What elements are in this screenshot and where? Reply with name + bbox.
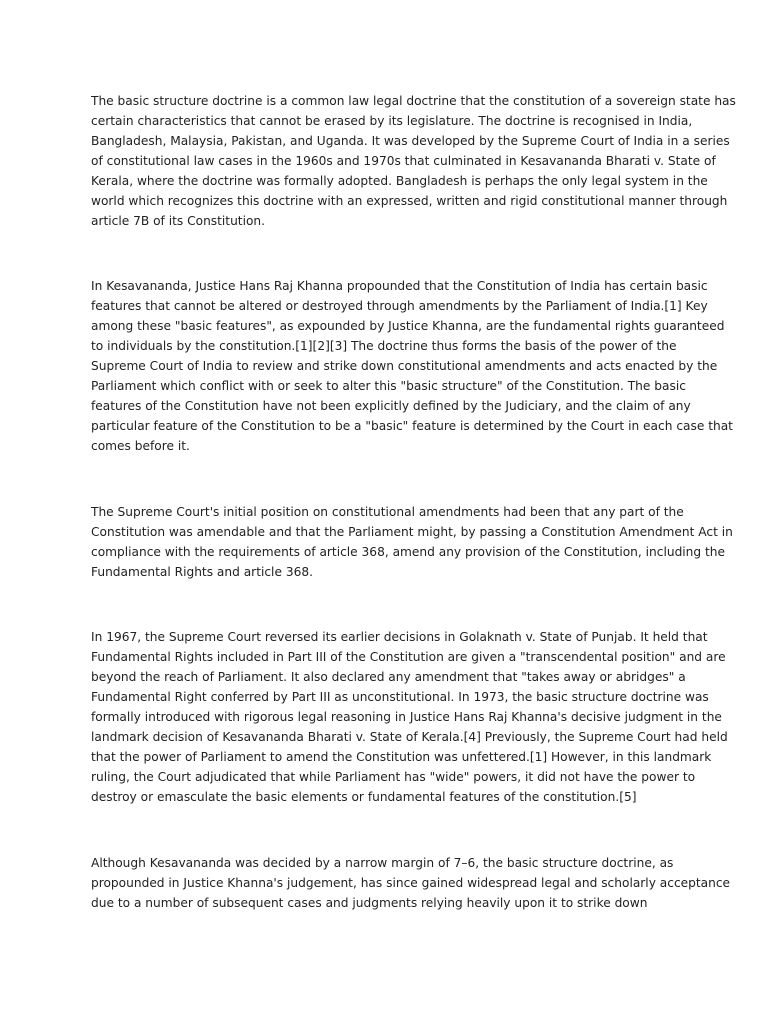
text-line: Although Kesavananda was decided by a narrow margin of 7–6, the basic structure doctrine, as bbox=[91, 856, 674, 870]
text-line: of constitutional law cases in the 1960s and 1970s that culminated in Kesavananda Bharati v. State of bbox=[91, 154, 716, 168]
text-line: Bangladesh, Malaysia, Pakistan, and Uganda. It was developed by the Supreme Court of India in a series bbox=[91, 134, 730, 148]
text-line: destroy or emasculate the basic elements or fundamental features of the constitution.[5] bbox=[91, 790, 637, 804]
text-line: Supreme Court of India to review and strike down constitutional amendments and acts enacted by the bbox=[91, 359, 718, 373]
text-line: beyond the reach of Parliament. It also declared any amendment that "takes away or abridges" a bbox=[91, 670, 686, 684]
text-line: propounded in Justice Khanna's judgement, has since gained widespread legal and scholarly acceptance bbox=[91, 876, 731, 890]
text-line: The basic structure doctrine is a common law legal doctrine that the constitution of a sovereign state has bbox=[91, 94, 736, 108]
text-line: Constitution was amendable and that the Parliament might, by passing a Constitution Amendment Act in bbox=[91, 525, 733, 539]
text-line: Fundamental Rights and article 368. bbox=[91, 565, 313, 579]
paragraph-2 bbox=[91, 276, 733, 456]
paragraph-4 bbox=[91, 627, 728, 807]
text-line: due to a number of subsequent cases and judgments relying heavily upon it to strike down bbox=[91, 896, 648, 910]
text-line: world which recognizes this doctrine with an expressed, written and rigid constitutional manner through bbox=[91, 194, 728, 208]
text-line: features of the Constitution have not been explicitly defined by the Judiciary, and the claim of any bbox=[91, 399, 691, 413]
text-line: In Kesavananda, Justice Hans Raj Khanna propounded that the Constitution of India has certain basic bbox=[91, 279, 708, 293]
text-line: Fundamental Right conferred by Part III as unconstitutional. In 1973, the basic structure doctrine was bbox=[91, 690, 709, 704]
text-line: Parliament which conflict with or seek to alter this "basic structure" of the Constitution. The basic bbox=[91, 379, 686, 393]
text-line: features that cannot be altered or destroyed through amendments by the Parliament of India.[1] Key bbox=[91, 299, 708, 313]
text-line: In 1967, the Supreme Court reversed its earlier decisions in Golaknath v. State of Punjab. It held that bbox=[91, 630, 708, 644]
text-line: among these "basic features", as expounded by Justice Khanna, are the fundamental rights guaranteed bbox=[91, 319, 725, 333]
text-line: The Supreme Court's initial position on constitutional amendments had been that any part of the bbox=[91, 505, 684, 519]
text-line: Fundamental Rights included in Part III of the Constitution are given a "transcendental position" and are bbox=[91, 650, 726, 664]
paragraph-5 bbox=[91, 853, 731, 913]
text-line: certain characteristics that cannot be erased by its legislature. The doctrine is recognised in India, bbox=[91, 114, 693, 128]
text-line: compliance with the requirements of article 368, amend any provision of the Constitution, including the bbox=[91, 545, 726, 559]
text-line: that the power of Parliament to amend the Constitution was unfettered.[1] However, in this landmark bbox=[91, 750, 712, 764]
text-line: Kerala, where the doctrine was formally adopted. Bangladesh is perhaps the only legal system in the bbox=[91, 174, 708, 188]
text-line: comes before it. bbox=[91, 439, 190, 453]
text-line: formally introduced with rigorous legal reasoning in Justice Hans Raj Khanna's decisive judgment in the bbox=[91, 710, 722, 724]
text-line: ruling, the Court adjudicated that while Parliament has "wide" powers, it did not have the power to bbox=[91, 770, 696, 784]
text-line: landmark decision of Kesavananda Bharati v. State of Kerala.[4] Previously, the Supreme Court had held bbox=[91, 730, 728, 744]
paragraph-3 bbox=[91, 502, 733, 582]
paragraph-1 bbox=[91, 91, 736, 231]
text-line: article 7B of its Constitution. bbox=[91, 214, 266, 228]
text-line: particular feature of the Constitution to be a "basic" feature is determined by the Court in each case that bbox=[91, 419, 733, 433]
text-line: to individuals by the constitution.[1][2][3] The doctrine thus forms the basis of the power of the bbox=[91, 339, 677, 353]
